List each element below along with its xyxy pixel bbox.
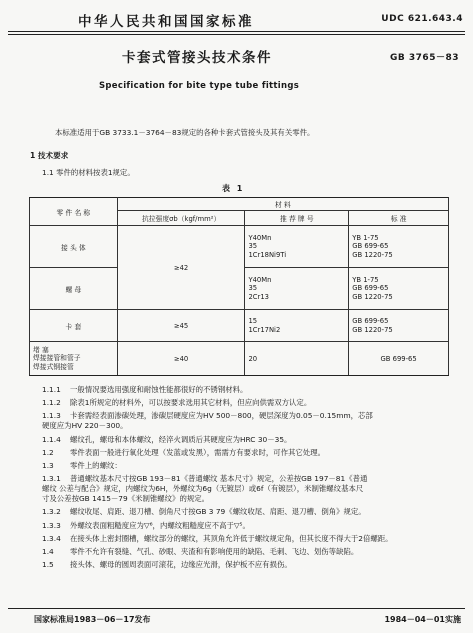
clause-text: 卡套需经表面渗碳处理，渗碳层硬度应为HV 500－800，硬层深度为0.05－0.15mm，芯部 [70,411,373,421]
grade: 2Cr13 [248,292,269,301]
document-title: 卡套式管接头技术条件 [122,50,272,66]
row-part: 接 头 体 [30,226,118,268]
grade: 1Cr18Ni9Ti [248,250,287,259]
row-strength: ≥40 [117,342,245,376]
table-caption: 表 1 [222,184,245,193]
clause-number: 1.3.4 [42,533,61,543]
clause-text: 螺纹 公差与配合》规定，内螺纹为6H，外螺纹为6g（无镀层）或6f（有镀层），米制锥螺纹基本尺 [42,484,364,494]
clause-number: 1.3.1 [42,474,61,484]
clause-number: 1.4 [42,547,54,556]
row-part: 螺 母 [30,268,118,310]
grade: 1Cr17Ni2 [248,325,281,334]
clause-text: 一般情况要选用强度和耐蚀性能都很好的不锈钢材料。 [70,385,248,394]
english-title: Specification for bite type tube fittings [99,81,300,91]
standard-code: GB 3765－83 [390,53,459,63]
clause-text: 在接头体上密封圈槽，螺纹部分的螺纹，其顶角允许低于螺纹规定角，但其长度不得大于2倍螺距。 [70,533,393,543]
clause-number: 1.1.1 [42,385,61,394]
std: GB 699-65 [352,317,389,325]
std: YB 1-75 [352,233,379,242]
clause-text: 零件不允许有裂缝、气孔、砂眼、夹渣和有影响使用的缺陷、毛刺、飞边、划伤等缺陷。 [70,547,359,556]
clause-text: 硬度应为HV 220－300。 [42,421,128,431]
clause-text: 螺纹孔，螺母和本体螺纹，经淬火调质后其硬度应为HRC 30－35。 [70,434,292,444]
grade: Y40Mn [248,275,272,284]
grade: 35 [248,284,258,293]
clause-number: 1.5 [42,560,54,570]
udc-code: UDC 621.643.4 [381,14,463,24]
header-rule-thick [8,31,465,32]
col-material-header: 材 料 [117,198,448,211]
row-part: 堵 塞 [33,345,49,354]
grade: 20 [245,342,349,376]
col-strength-header: 抗拉强度σb（kgf/mm²） [117,211,245,226]
std: GB 699-65 [352,284,389,293]
clause-text: 普通螺纹基本尺寸按GB 193－81《普通螺纹 基本尺寸》规定，公差按GB 197－81《普通 [70,474,368,484]
row-part: 焊接接管和管子 [33,354,81,363]
row-strength: ≥42 [117,226,245,310]
clause-number: 1.1.2 [42,398,61,408]
clause-text: 零件上的螺纹： [70,461,122,470]
section-heading: 1 技术要求 [30,151,69,160]
table-row [30,310,449,342]
clause-text: 外螺纹表面粗糙度应为▽⁶，内螺纹粗糙度应不高于▽⁵。 [70,520,250,530]
clause-number: 1.3.3 [42,520,61,530]
std: GB 1220-75 [352,292,393,301]
clause-text: 除表1所规定的材料外，可以按要求选用其它材料，但应向供需双方认定。 [70,398,312,408]
clause-number: 1.1.3 [42,411,61,421]
std: GB 699-65 [352,242,389,251]
clause-number: 1.3 [42,461,54,470]
clause-text: 接头体、螺母的圆周表面可滚花，边缘应光滑，保护板不应有损伤。 [70,560,292,570]
clause-number: 1.1.4 [42,434,61,444]
col-part-header: 零 件 名 称 [30,198,118,226]
issue-date: 国家标准局1983－06－17发布 [34,615,151,624]
issuing-org: 中华人民共和国国家标准 [78,14,254,30]
col-grade-header: 推 荐 牌 号 [245,211,349,226]
std: GB 699-65 [349,342,449,376]
header-rule-thin [8,34,465,35]
table-row [30,226,449,268]
col-std-header: 标 准 [349,211,449,226]
clause-number: 1.2 [42,447,54,457]
item-1-1: 1.1 零件的材料按表1规定。 [42,168,135,177]
material-table [29,197,449,376]
footer-rule [8,608,465,609]
clause-text: 螺纹收尾、肩距、退刀槽、倒角尺寸按GB 3 79《螺纹收尾、肩距、退刀槽、倒角》规定。 [70,507,366,517]
intro-paragraph: 本标准适用于GB 3733.1－3764－83规定的各种卡套式管接头及其有关零件。 [55,128,315,137]
grade: 15 [248,317,258,325]
clause-text: 零件表面一般进行氧化处理（发蓝或发黑），需需方有要求时，可作其它处理。 [70,447,325,457]
row-part: 卡 套 [30,310,118,342]
std: YB 1-75 [352,275,379,284]
clause-text: 寸及公差按GB 1415－79《米制锥螺纹》的规定。 [42,494,210,504]
effective-date: 1984－04－01实施 [384,615,461,624]
row-part: 焊接式钢接管 [33,362,74,371]
std: GB 1220-75 [352,250,393,259]
row-strength: ≥45 [117,310,245,342]
table-row [30,342,449,376]
grade: 35 [248,242,258,251]
std: GB 1220-75 [352,325,393,334]
grade: Y40Mn [248,233,272,242]
clause-number: 1.3.2 [42,507,61,517]
